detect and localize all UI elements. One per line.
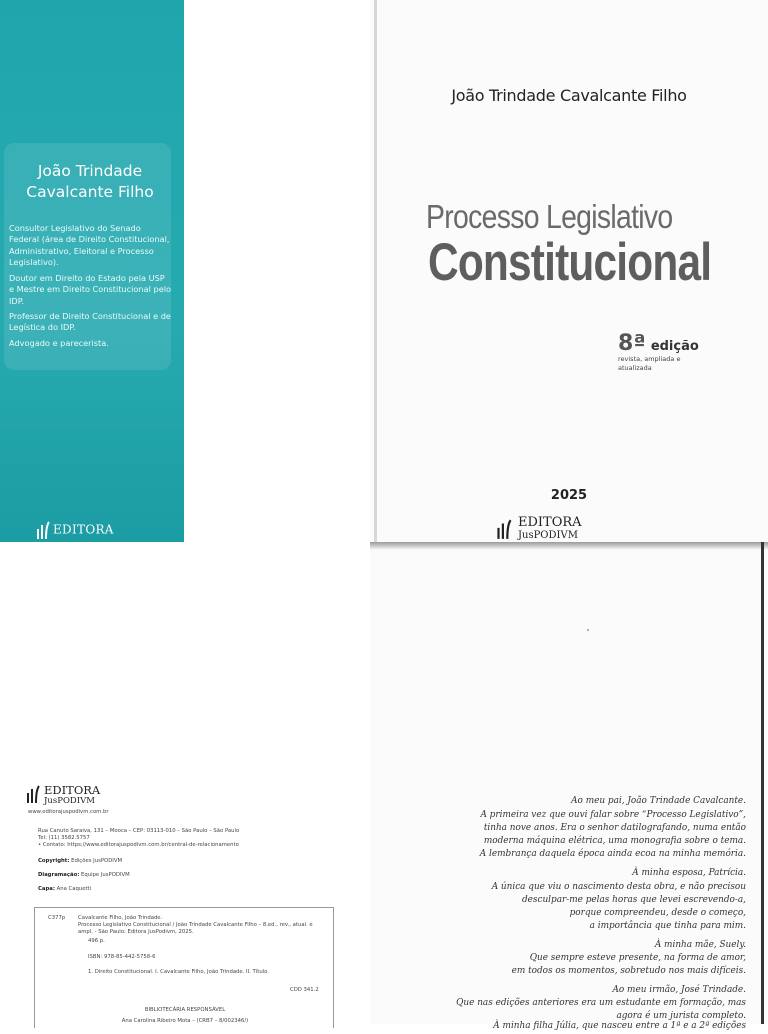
bio-paragraph-4: Advogado e parecerista.	[9, 338, 109, 348]
dedication-line: Que nas edições anteriores era um estudante em formação, mas	[456, 998, 746, 1008]
author-flap	[0, 0, 370, 542]
bio-paragraph-3: Professor de Direito Constitucional e de Legística do IDP.	[9, 311, 171, 333]
catalog-pages: 496 p.	[88, 938, 105, 944]
layout-credit-line: Diagramação: Equipe JusPODIVM	[38, 872, 130, 878]
dedication-line: À minha esposa, Patrícia.	[632, 868, 746, 878]
page-shadow	[370, 542, 768, 550]
copyright-line: Copyright: Edições JusPODIVM	[38, 858, 123, 864]
catalog-author: Cavalcante Filho, João Trindade.	[78, 915, 163, 921]
catalog-isbn: ISBN: 978-85-442-5758-6	[88, 954, 156, 960]
cover-credit-line: Capa: Ana Caquetti	[38, 886, 92, 892]
dedication-line: Ao meu irmão, José Trindade.	[612, 985, 746, 995]
dedication-line: agora é um jurista completo.	[616, 1011, 746, 1021]
dedication-line: tinha nove anos. Era o senhor datilografando, numa então	[483, 823, 746, 833]
librarian-label: BIBLIOTECÁRIA RESPONSÁVEL	[144, 1007, 226, 1013]
page-edge	[761, 542, 764, 1024]
dedication-line: Que sempre esteve presente, na forma de amor,	[529, 953, 746, 963]
catalog-cdd: CDD 341.2	[290, 987, 319, 993]
publication-year: 2025	[550, 488, 588, 503]
dedication-line: moderna máquina elétrica, uma monografia sobre o tema.	[483, 836, 746, 846]
publisher-mark-icon	[496, 518, 512, 540]
publisher-phone: Tel: (11) 3582.5757	[38, 835, 90, 841]
dedication-line: À minha mãe, Suely.	[654, 940, 746, 950]
dedication-line: A lembrança daquela época ainda ecoa na minha memória.	[479, 849, 746, 859]
bio-paragraph-2: Doutor em Direito do Estado pela USP e Mestre em Direito Constitucional pelo IDP.	[9, 273, 172, 306]
book-title-line-2: Constitucional	[428, 233, 712, 292]
dedication-page	[370, 542, 768, 1031]
publisher-logo: EDITORA	[36, 520, 114, 540]
edition-note: revista, ampliada e atualizada	[618, 355, 681, 372]
page-edge	[374, 0, 377, 542]
publisher-mark-icon	[26, 784, 40, 804]
dedication-line: a importância que tinha para mim.	[589, 921, 746, 931]
edition-badge	[618, 331, 699, 356]
edition-number: 8ª	[618, 331, 646, 356]
title-page	[370, 0, 768, 542]
book-title-line-1: Processo Legislativo	[426, 198, 673, 235]
dedication-line: À minha filha Júlia, que nasceu entre a 1ª e a 2ª edições	[493, 1021, 746, 1031]
dedication-line: Ao meu pai, João Trindade Cavalcante.	[571, 796, 746, 806]
catalog-code: C377p	[48, 915, 66, 921]
dedication-line: A primeira vez que ouvi falar sobre “Processo Legislativo”,	[480, 810, 746, 820]
dedication-line: A única que viu o nascimento desta obra, e não precisou	[491, 882, 746, 892]
catalog-subjects: 1. Direito Constitucional. I. Cavalcante Filho, João Trindade. II. Título.	[88, 969, 269, 975]
bio-paragraph-1: Consultor Legislativo do Senado Federal (área de Direito Constitucional, Administrativo, Eleitoral e Processo Legislativo).	[9, 223, 170, 267]
copyright-page	[0, 542, 370, 1024]
page-speck	[587, 629, 589, 631]
dedication-line: desculpar-me pelas horas que levei escrevendo-a,	[522, 895, 746, 905]
publisher-logo: EDITORA JusPODIVM	[28, 784, 100, 806]
publisher-website: www.editorajuspodivm.com.br	[28, 809, 109, 815]
publisher-contact: • Contato: https://www.editorajuspodivm.com.br/central-de-relacionamento	[38, 842, 239, 848]
publisher-mark-icon	[36, 520, 50, 540]
catalog-description: Processo Legislativo Constitucional / João Trindade Cavalcante Filho – 8.ed., rev., atual. e ampl. - São Paulo: Editora JusPodivm, 2025.	[78, 922, 313, 935]
librarian-name: Ana Carolina Ribeiro Mota – (CRB7 – 8/002346/)	[121, 1018, 249, 1024]
publisher-address: Rua Canuto Saraiva, 131 – Mooca – CEP: 03113-010 – São Paulo – São Paulo	[38, 828, 240, 834]
dedication-line: porque compreendeu, desde o começo,	[569, 908, 746, 918]
dedication-line: em todos os momentos, sobretudo nos mais difíceis.	[511, 966, 746, 976]
edition-label: edição	[650, 339, 699, 354]
flap-author-name: João Trindade Cavalcante Filho	[26, 162, 154, 201]
title-page-author: João Trindade Cavalcante Filho	[451, 86, 687, 105]
publisher-logo: EDITORA JusPODIVM	[518, 516, 582, 542]
